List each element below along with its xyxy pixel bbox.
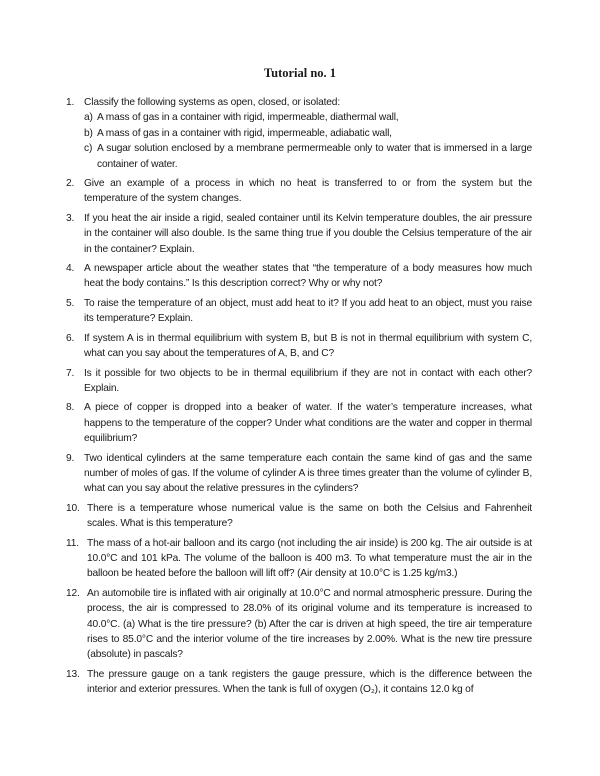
item-number: 3. — [66, 212, 75, 224]
page-title: Tutorial no. 1 — [263, 66, 337, 80]
item-text: Is it possible for two objects to be in thermal equilibrium if they are not in contact with each other? Explain. — [84, 367, 532, 394]
item-text-block — [84, 95, 532, 172]
list-item — [66, 586, 532, 663]
item-text: There is a temperature whose numerical value is the same on both the Celsius and Fahrenheit scales. What is this temperature? — [87, 502, 532, 530]
item-number: 13. — [66, 668, 80, 680]
item-text: If system A is in thermal equilibrium with system B, but B is not in thermal equilibrium with system C, what can you say about the temperatures of A, B, and C? — [84, 332, 532, 360]
list-item — [66, 667, 532, 698]
list-item — [66, 501, 532, 532]
sub-item-text: A sugar solution enclosed by a membrane permermeable only to water that is immersed in a large container of water. — [97, 143, 532, 170]
item-text: A newspaper article about the weather states that “the temperature of a body measures how much heat the body contains.” Is this description correct? Why or why not? — [84, 263, 532, 290]
question-list — [66, 95, 532, 702]
list-item — [66, 296, 532, 327]
sub-item-text: A mass of gas in a container with rigid, impermeable, diathermal wall, — [97, 112, 399, 124]
list-item — [66, 451, 532, 497]
list-item — [66, 95, 532, 172]
sub-item — [84, 126, 532, 141]
item-number: 12. — [66, 587, 80, 599]
item-number: 4. — [66, 263, 75, 275]
item-number: 5. — [66, 297, 75, 309]
item-text: An automobile tire is inflated with air originally at 10.0°C and normal atmospheric pressure. During the process, the air is compressed to 28.0% of its original volume and its temperature is increased to 40.0°C. (a) What is the tire pressure? (b) After the car is driven at high speed, the tire air temperature rises to 85.0°C and the interior volume of the tire increases by 2.00%. What is the new tire pressure (absolute) in pascals? — [87, 587, 532, 661]
item-text: Classify the following systems as open, closed, or isolated: — [84, 97, 340, 108]
item-number: 11. — [66, 537, 79, 549]
item-number: 6. — [66, 332, 75, 344]
list-item — [66, 400, 532, 446]
item-text: The mass of a hot-air balloon and its cargo (not including the air inside) is 200 kg. The air outside is at 10.0°C and 101 kPa. The volume of the balloon is 400 m3. To what temperature must the air in the balloon be heated before the balloon will lift off? (Air density at 10.0°C is 1.25 kg/m3.) — [87, 537, 532, 580]
item-number: 10. — [66, 502, 80, 514]
item-text: The pressure gauge on a tank registers the gauge pressure, which is the difference between the interior and exterior pressures. When the tank is full of oxygen (O₂), it contains 12.0 kg of — [87, 668, 532, 696]
list-item — [66, 536, 532, 582]
list-item — [66, 261, 532, 292]
item-number: 7. — [66, 367, 75, 379]
list-item — [66, 331, 532, 362]
item-text: To raise the temperature of an object, must add heat to it? If you add heat to an object, must you raise its temperature? Explain. — [84, 297, 532, 325]
item-text: A piece of copper is dropped into a beaker of water. If the water’s temperature increases, what happens to the temperature of the copper? Under what conditions are the water and copper in thermal equilibrium? — [84, 402, 532, 445]
list-item — [66, 176, 532, 207]
sub-item — [84, 141, 532, 172]
sub-item-label: c) — [84, 143, 93, 155]
item-number: 8. — [66, 402, 75, 414]
sub-item — [84, 110, 532, 125]
item-number: 1. — [66, 97, 75, 108]
item-text: If you heat the air inside a rigid, sealed container until its Kelvin temperature doubles, the air pressure in the container will also double. Is the same thing true if you double the Celsius temperature of the air in the container? Explain. — [84, 212, 532, 255]
sub-item-text: A mass of gas in a container with rigid, impermeable, adiabatic wall, — [97, 127, 392, 139]
item-text: Two identical cylinders at the same temperature each contain the same kind of gas and the same number of moles of gas. If the volume of cylinder A is three times greater than the volume of cylinder B, what can you say about the relative pressures in the cylinders? — [84, 452, 533, 495]
list-item — [66, 366, 532, 397]
sub-item-label: a) — [84, 112, 93, 124]
item-number: 2. — [66, 178, 75, 190]
sub-item-label: b) — [84, 127, 93, 139]
item-text: Give an example of a process in which no heat is transferred to or from the system but the temperature of the system changes. — [84, 178, 532, 205]
list-item — [66, 211, 532, 257]
item-number: 9. — [66, 452, 75, 464]
